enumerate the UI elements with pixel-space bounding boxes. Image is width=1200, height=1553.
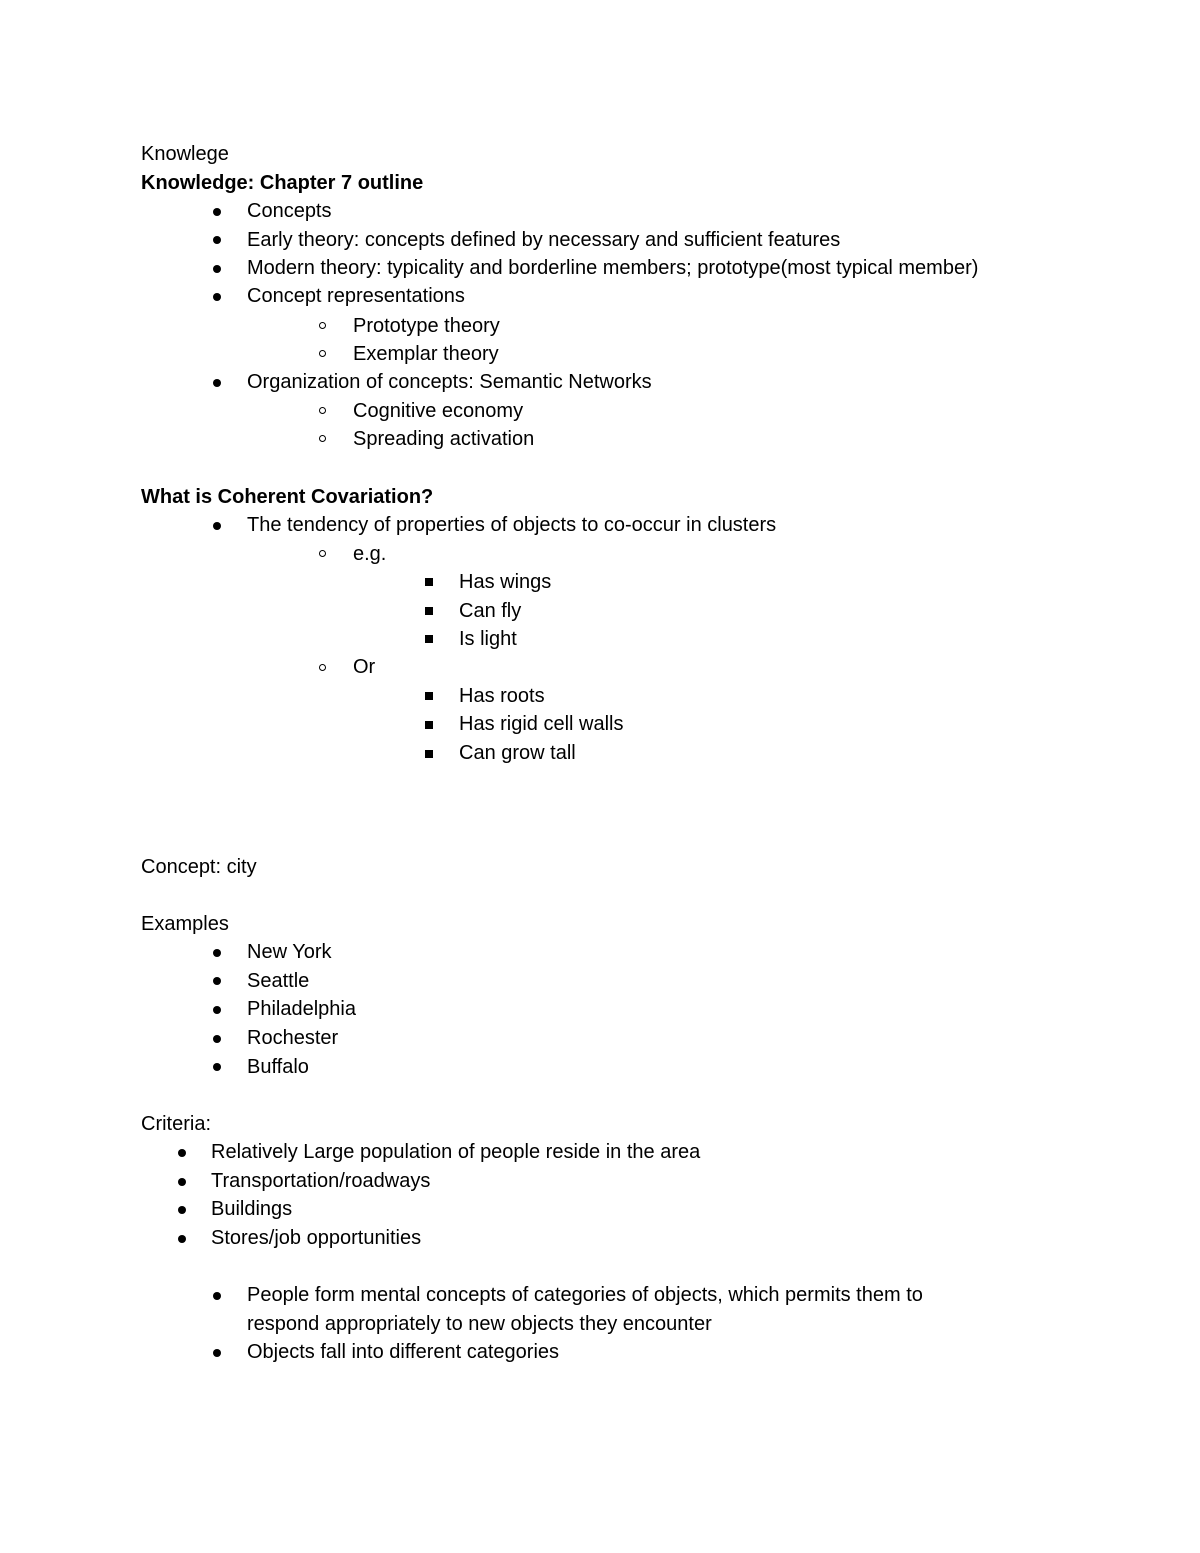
list-item: Prototype theory [353,315,500,337]
bullet-disc-icon [178,1149,186,1157]
document-title: Knowlege [141,143,229,165]
list-item: Spreading activation [353,428,535,450]
bullet-disc-icon [213,977,221,985]
list-item: Is light [459,628,517,650]
bullet-disc-icon [213,949,221,957]
bullet-disc-icon [213,265,221,273]
list-item: Buffalo [247,1056,309,1078]
bullet-disc-icon [213,379,221,387]
bullet-circle-icon [319,435,326,442]
bullet-square-icon [425,635,433,643]
criteria-label: Criteria: [141,1113,212,1135]
bullet-disc-icon [213,1292,221,1300]
bullet-circle-icon [319,550,326,557]
bullet-disc-icon [178,1235,186,1243]
list-item: People form mental concepts of categories of objects, which permits them to [247,1284,923,1306]
bullet-square-icon [425,721,433,729]
list-item: Has wings [459,571,552,593]
bullet-disc-icon [213,208,221,216]
list-item: Modern theory: typicality and borderline members; prototype(most typical member) [247,257,979,279]
bullet-circle-icon [319,322,326,329]
list-item: Can fly [459,600,522,622]
bullet-square-icon [425,607,433,615]
bullet-disc-icon [178,1178,186,1186]
list-item: Has rigid cell walls [459,713,624,735]
list-item: Buildings [211,1198,293,1220]
list-item: Transportation/roadways [211,1170,431,1192]
list-item: Concept representations [247,285,465,307]
list-item: Organization of concepts: Semantic Networks [247,371,652,393]
bullet-disc-icon [178,1206,186,1214]
list-item: The tendency of properties of objects to co-occur in clusters [247,514,777,536]
examples-label: Examples [141,913,229,935]
bullet-disc-icon [213,522,221,530]
bullet-circle-icon [319,407,326,414]
list-item: e.g. [353,543,387,565]
list-item: Early theory: concepts defined by necessary and sufficient features [247,229,841,251]
list-item: Rochester [247,1027,339,1049]
list-item: Philadelphia [247,998,356,1020]
bullet-disc-icon [213,1035,221,1043]
list-item: New York [247,941,332,963]
bullet-disc-icon [213,1063,221,1071]
list-item: Concepts [247,200,332,222]
list-item: Stores/job opportunities [211,1227,422,1249]
bullet-disc-icon [213,293,221,301]
bullet-circle-icon [319,350,326,357]
list-item: Relatively Large population of people reside in the area [211,1141,701,1163]
list-item: Seattle [247,970,310,992]
bullet-disc-icon [213,1349,221,1357]
bullet-circle-icon [319,664,326,671]
bullet-disc-icon [213,1006,221,1014]
list-item: Exemplar theory [353,343,499,365]
list-item: Objects fall into different categories [247,1341,560,1363]
bullet-square-icon [425,578,433,586]
list-item: Has roots [459,685,545,707]
list-item: Or [353,656,376,678]
bullet-disc-icon [213,236,221,244]
bullet-square-icon [425,750,433,758]
bullet-square-icon [425,692,433,700]
list-item-continuation: respond appropriately to new objects they encounter [247,1313,712,1335]
concept-label: Concept: city [141,856,257,878]
outline-heading: Knowledge: Chapter 7 outline [141,172,424,194]
list-item: Cognitive economy [353,400,524,422]
list-item: Can grow tall [459,742,576,764]
covariation-heading: What is Coherent Covariation? [141,486,434,508]
